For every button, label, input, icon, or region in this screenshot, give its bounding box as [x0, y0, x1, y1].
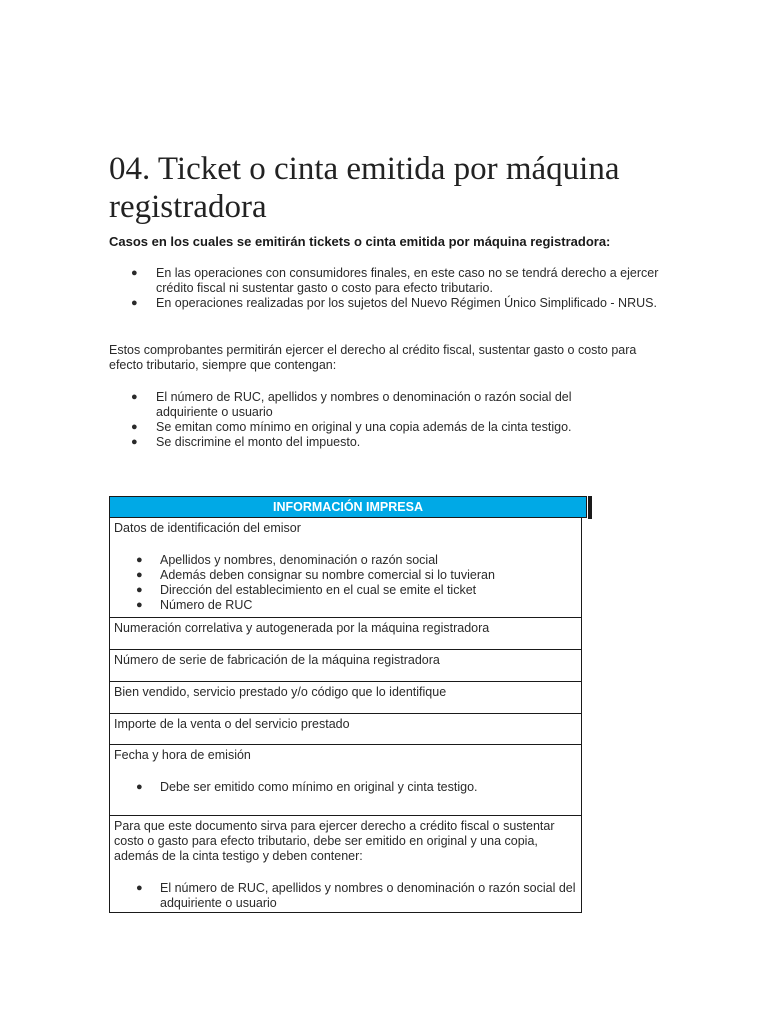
- conditions-list: [109, 390, 629, 450]
- row-bullets: [114, 553, 577, 613]
- bullet-icon: ●: [131, 297, 138, 309]
- page-title: 04. Ticket o cinta emitida por máquina registradora: [109, 151, 620, 225]
- list-item-text: Dirección del establecimiento en el cual se emite el ticket: [160, 583, 477, 597]
- table-row: [109, 714, 582, 745]
- conditions-intro: Estos comprobantes permitirán ejercer el derecho al crédito fiscal, sustentar gasto o costo para efecto tributario, siempre que contengan:: [109, 343, 637, 372]
- list-item-text: En operaciones realizadas por los sujetos del Nuevo Régimen Único Simplificado - NRUS.: [156, 296, 657, 310]
- table-row: [109, 618, 582, 650]
- bullet-icon: ●: [131, 267, 138, 279]
- bullet-icon: ●: [131, 421, 138, 433]
- list-item-text: Se discrimine el monto del impuesto.: [156, 435, 361, 449]
- list-item: [109, 435, 629, 450]
- list-item: [114, 780, 577, 795]
- bullet-icon: ●: [131, 391, 138, 403]
- table-row: [109, 745, 582, 816]
- list-item: [114, 598, 577, 613]
- list-item: [109, 266, 669, 296]
- bullet-icon: ●: [136, 781, 143, 793]
- list-item: [114, 568, 577, 583]
- table-row: [109, 650, 582, 682]
- list-item-text: El número de RUC, apellidos y nombres o denominación o razón social del adquiriente o usuario: [160, 881, 576, 910]
- list-item: [109, 296, 669, 311]
- row-text: Número de serie de fabricación de la máquina registradora: [114, 653, 440, 667]
- row-bullets: [114, 881, 577, 911]
- bullet-icon: ●: [136, 584, 143, 596]
- row-text: Datos de identificación del emisor: [114, 521, 301, 535]
- cases-list: [109, 266, 669, 311]
- table-header-label: INFORMACIÓN IMPRESA: [273, 500, 423, 514]
- table-header: [109, 496, 587, 518]
- list-item: [114, 553, 577, 568]
- row-text: Bien vendido, servicio prestado y/o código que lo identifique: [114, 685, 447, 699]
- printed-info-table: [109, 496, 582, 913]
- header-edge-divider: [588, 496, 592, 519]
- bullet-icon: ●: [131, 436, 138, 448]
- row-bullets: [114, 780, 577, 795]
- table-row: [109, 518, 582, 618]
- list-item-text: Se emitan como mínimo en original y una copia además de la cinta testigo.: [156, 420, 572, 434]
- list-item-text: El número de RUC, apellidos y nombres o denominación o razón social del adquiriente o usuario: [156, 390, 572, 419]
- table-row: [109, 816, 582, 913]
- bullet-icon: ●: [136, 554, 143, 566]
- section-subtitle: Casos en los cuales se emitirán tickets o cinta emitida por máquina registradora:: [109, 234, 611, 249]
- bullet-icon: ●: [136, 882, 143, 894]
- list-item-text: En las operaciones con consumidores finales, en este caso no se tendrá derecho a ejercer crédito fiscal ni sustentar gasto o costo para efecto tributario.: [156, 266, 659, 295]
- list-item-text: Además deben consignar su nombre comercial si lo tuvieran: [160, 568, 495, 582]
- list-item-text: Debe ser emitido como mínimo en original y cinta testigo.: [160, 780, 478, 794]
- row-text: Numeración correlativa y autogenerada por la máquina registradora: [114, 621, 490, 635]
- row-text: Importe de la venta o del servicio prestado: [114, 717, 350, 731]
- list-item-text: Número de RUC: [160, 598, 253, 612]
- list-item: [109, 390, 629, 420]
- bullet-icon: ●: [136, 599, 143, 611]
- list-item: [109, 420, 629, 435]
- list-item-text: Apellidos y nombres, denominación o razón social: [160, 553, 438, 567]
- row-text: Para que este documento sirva para ejercer derecho a crédito fiscal o sustentar costo o gasto para efecto tributario, debe ser emitido en original y una copia, además de la cinta testigo y deben contener:: [114, 819, 555, 863]
- list-item: [114, 881, 577, 911]
- bullet-icon: ●: [136, 569, 143, 581]
- table-row: [109, 682, 582, 714]
- list-item: [114, 583, 577, 598]
- row-text: Fecha y hora de emisión: [114, 748, 251, 762]
